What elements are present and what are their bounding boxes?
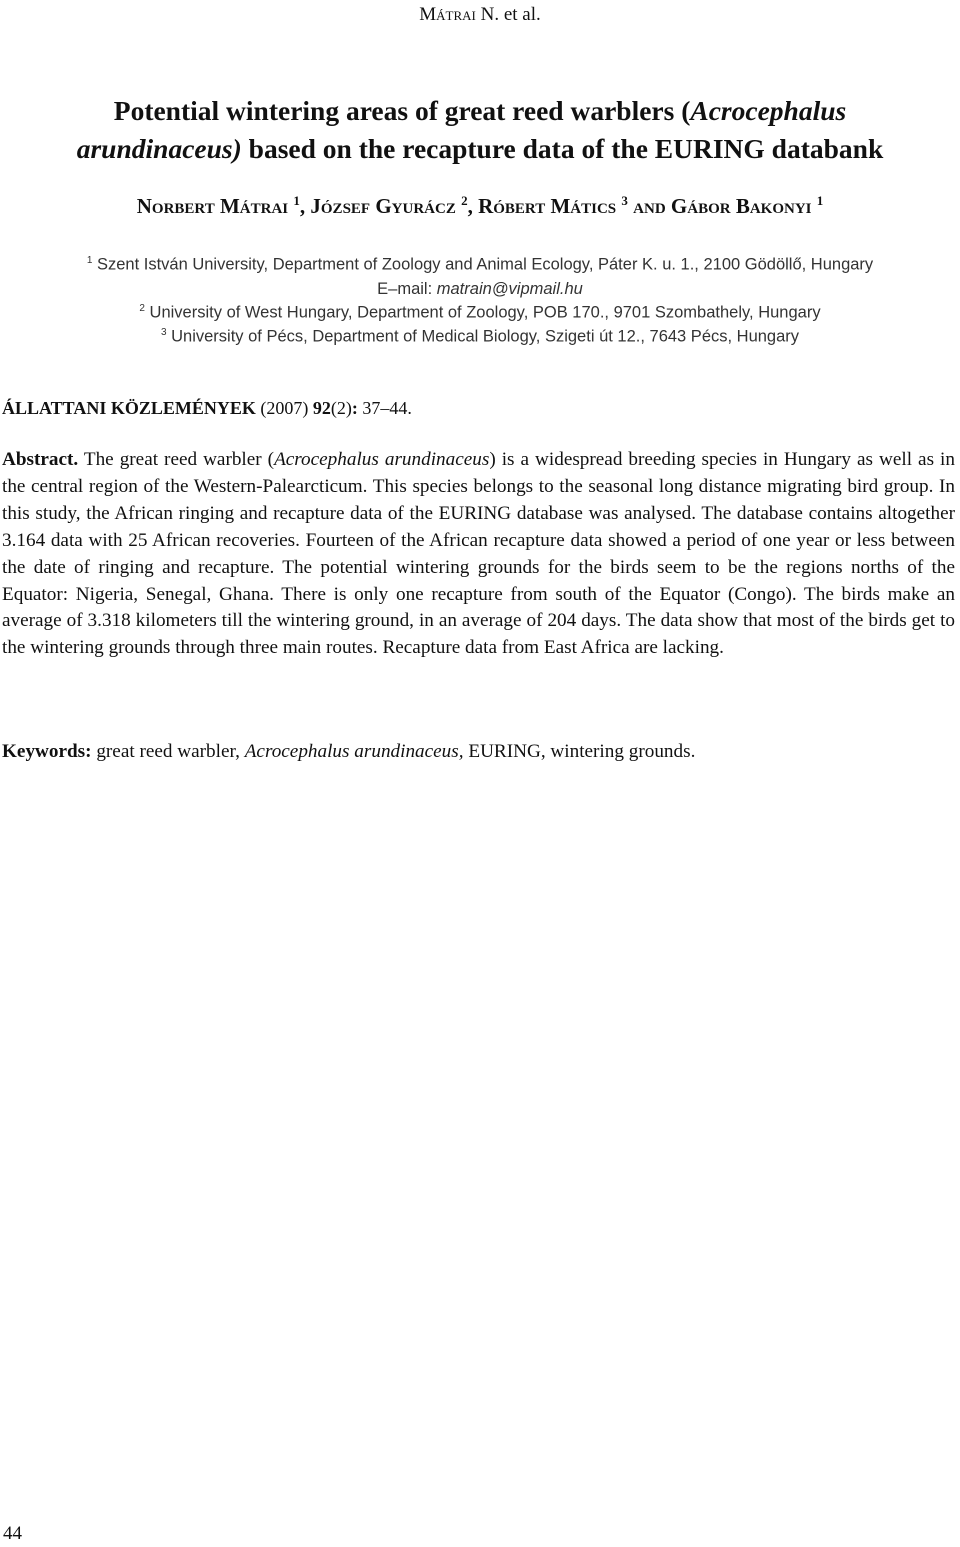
page-number: 44 — [3, 1523, 22, 1544]
affiliation-3 — [0, 327, 960, 347]
author-sep: , — [299, 194, 311, 218]
abstract-text-2: ) is a widespread breeding species in Hungary as well as in the central region of the Western-Palearcticum. This species belongs to the seasonal long distance migrating bird group. In this study, the African ringing and recapture data of the EURING database was analysed. The database contains altogether 3.164 data with 25 African recoveries. Fourteen of the African recapture data showed a period of one year or less between the date of ringing and recapture. The potential wintering grounds for the birds seem to be the regions norths of the Equator: Nigeria, Senegal, Ghana. There is only one recapture from south of the Equator (Congo). The birds make an average of 3.318 kilometers till the wintering ground, in an average of 204 days. The data show that most of the birds get to the wintering grounds through three main routes. Recapture data from East Africa are lacking. — [2, 449, 955, 659]
journal-pages: 37–44. — [357, 398, 412, 418]
journal-issue: (2) — [330, 398, 352, 418]
author-2-sup: 2 — [461, 193, 468, 208]
abstract — [2, 447, 955, 662]
author-2: József Gyurácz — [310, 194, 456, 218]
title-italic2: arundinaceus) — [76, 133, 242, 164]
running-head — [0, 4, 960, 26]
journal-colon: : — [351, 398, 358, 418]
title-italic1: Acrocephalus — [690, 95, 847, 126]
author-4: Gábor Bakonyi — [670, 194, 812, 218]
author-list — [0, 193, 960, 219]
affiliation-2-sup: 2 — [139, 303, 145, 314]
journal-year: (2007) — [255, 398, 313, 418]
keywords-label: Keywords: — [2, 741, 92, 762]
author-1-sup: 1 — [293, 193, 300, 208]
keywords — [2, 741, 955, 763]
paper-title — [0, 92, 960, 168]
author-sep: , — [467, 194, 479, 218]
running-head-rest: N. et al. — [475, 4, 541, 25]
email-label: E–mail: — [377, 280, 437, 298]
running-head-author: Mátrai — [419, 4, 476, 25]
journal-name: ÁLLATTANI KÖZLEMÉNYEK — [2, 398, 256, 418]
affiliation-3-sup: 3 — [160, 327, 167, 338]
title-part1: Potential wintering areas of great reed warblers ( — [113, 95, 691, 126]
author-1: Norbert Mátrai — [136, 194, 289, 218]
abstract-species: Acrocephalus arundinaceus — [274, 449, 490, 470]
author-3-sup: 3 — [621, 193, 628, 208]
journal-volume: 92 — [312, 398, 331, 418]
journal-citation — [2, 398, 412, 419]
affiliation-2-text: University of West Hungary, Department of Zoology, POB 170., 9701 Szombathely, Hungary — [144, 303, 821, 322]
title-part2: based on the recapture data of the EURING databank — [241, 133, 884, 164]
keywords-species: Acrocephalus arundinaceus, — [244, 741, 464, 762]
affiliation-2 — [0, 303, 960, 323]
abstract-text-1: The great reed warbler ( — [78, 449, 275, 470]
affiliation-1 — [0, 255, 960, 275]
author-4-sup: 1 — [816, 193, 824, 208]
email-address: matrain@vipmail.hu — [436, 280, 583, 298]
abstract-label: Abstract. — [2, 449, 79, 470]
author-sep: and — [627, 194, 671, 218]
affiliation-3-text: University of Pécs, Department of Medical Biology, Szigeti út 12., 7643 Pécs, Hungary — [166, 327, 800, 346]
email-line — [0, 280, 960, 299]
keywords-text-1: great reed warbler, — [91, 741, 245, 762]
affiliation-1-sup: 1 — [86, 255, 93, 266]
affiliation-1-text: Szent István University, Department of Zoology and Animal Ecology, Páter K. u. 1., 2100 Gödöllő, Hungary — [92, 255, 874, 274]
keywords-text-2: EURING, wintering grounds. — [463, 741, 696, 762]
author-3: Róbert Mátics — [478, 194, 617, 218]
